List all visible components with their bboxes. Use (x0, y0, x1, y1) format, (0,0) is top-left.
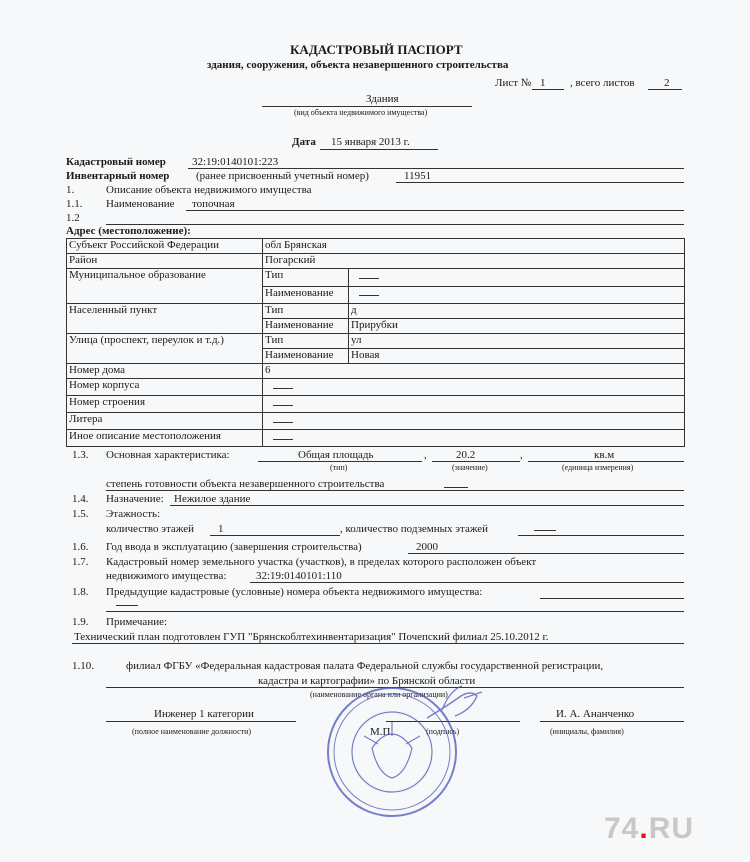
floors-label: количество этажей (106, 523, 195, 535)
municipal-name-value (349, 286, 685, 304)
litera-value (263, 413, 685, 430)
sec17-text1: Кадастровый номер земельного участка (участков), в пределах которого расположен объект (106, 556, 537, 568)
document-title: КАДАСТРОВЫЙ ПАСПОРТ (290, 42, 463, 57)
sec17-text2: недвижимого имущества: (106, 570, 227, 582)
official-stamp-icon (292, 670, 502, 820)
signer-name: И. А. Ананченко (556, 708, 635, 720)
table-row (67, 304, 685, 319)
sec13-unit-underline (528, 461, 684, 462)
signature-caption: (подпись) (426, 727, 460, 736)
comma: , (520, 449, 523, 461)
sec11-underline (186, 210, 684, 211)
sec19-value: Технический план подготовлен ГУП "Брянскоблтехинвентаризация" Почепский филиал 25.10.2012 г. (74, 631, 549, 643)
sec15-number: 1.5. (72, 508, 89, 520)
sheets-total-underline (648, 89, 682, 90)
house-value: 6 (263, 364, 685, 379)
street-label: Улица (проспект, переулок и т.д.) (67, 334, 263, 364)
sec13-unit-caption: (единица измерения) (562, 463, 634, 472)
subject-value: обл Брянская (263, 239, 685, 254)
sec12-number: 1.2 (66, 212, 80, 224)
sec17-underline (250, 582, 684, 583)
stamp-mark: М.П. (370, 726, 394, 738)
sec11-value: топочная (192, 198, 235, 210)
sec17-number: 1.7. (72, 556, 89, 568)
municipal-name-label: Наименование (263, 286, 349, 304)
inventory-note: (ранее присвоенный учетный номер) (196, 170, 369, 182)
cadastral-value: 32:19:0140101:223 (192, 156, 279, 168)
comma: , (424, 449, 427, 461)
table-row (67, 239, 685, 254)
object-kind-caption: (вид объекта недвижимого имущества) (294, 108, 428, 117)
sec110-caption: (наименование органа или организации) (310, 690, 448, 699)
table-row (67, 254, 685, 269)
underground-floors-underline (518, 535, 684, 536)
watermark-logo: 74.RU (604, 812, 695, 845)
address-table (66, 238, 685, 447)
name-underline (540, 721, 684, 722)
sec13-value-underline (432, 461, 520, 462)
table-row (67, 413, 685, 430)
sec13-type-value: Общая площадь (298, 449, 374, 461)
sheet-label: Лист № (495, 77, 532, 89)
sec13-value-caption: (значение) (452, 463, 488, 472)
sec18-dash (116, 605, 138, 606)
other-description-label: Иное описание местоположения (67, 430, 263, 447)
settlement-type-label: Тип (263, 304, 349, 319)
cadastral-underline (188, 168, 684, 169)
korpus-label: Номер корпуса (67, 379, 263, 396)
inventory-value: 11951 (404, 170, 432, 182)
address-heading: Адрес (местоположение): (66, 225, 191, 237)
sec13-type-underline (258, 461, 422, 462)
house-label: Номер дома (67, 364, 263, 379)
sec14-value: Нежилое здание (174, 493, 251, 505)
sec1-number: 1. (66, 184, 75, 196)
table-row (67, 269, 685, 287)
korpus-value (263, 379, 685, 396)
other-description-value (263, 430, 685, 447)
object-kind-underline (262, 106, 472, 107)
street-type-value: ул (349, 334, 685, 349)
sec13-number: 1.3. (72, 449, 89, 461)
sec18-underline (540, 598, 684, 599)
readiness-dash (444, 487, 468, 488)
building-value (263, 396, 685, 413)
watermark-dot: . (639, 812, 649, 845)
inventory-underline (396, 182, 684, 183)
building-label: Номер строения (67, 396, 263, 413)
sec13-type-caption: (тип) (330, 463, 348, 472)
date-underline (320, 149, 438, 150)
street-name-value: Новая (349, 349, 685, 364)
sec14-underline (170, 505, 684, 506)
settlement-type-value: д (349, 304, 685, 319)
date-label: Дата (292, 136, 316, 148)
sec11-number: 1.1. (66, 198, 83, 210)
table-row (67, 379, 685, 396)
object-kind: Здания (366, 93, 399, 105)
sec110-line1: филиал ФГБУ «Федеральная кадастровая палата Федеральной службы государственной регистрации, (126, 660, 604, 672)
sheet-number: 1 (540, 77, 546, 89)
underground-floors-label: , количество подземных этажей (340, 523, 489, 535)
document-subtitle: здания, сооружения, объекта незавершенного строительства (207, 59, 509, 71)
name-caption: (инициалы, фамилия) (550, 727, 624, 736)
sec19-underline (72, 643, 684, 644)
sec19-label: Примечание: (106, 616, 168, 628)
sec13-unit: кв.м (594, 449, 615, 461)
inventory-label: Инвентарный номер (66, 170, 170, 182)
sec16-underline (408, 553, 684, 554)
sec12-underline (106, 224, 684, 225)
date-value: 15 января 2013 г. (331, 136, 410, 148)
table-row (67, 396, 685, 413)
settlement-label: Населенный пункт (67, 304, 263, 334)
readiness-underline (106, 490, 684, 491)
sec16-number: 1.6. (72, 541, 89, 553)
cadastral-label: Кадастровый номер (66, 156, 166, 168)
settlement-name-label: Наименование (263, 319, 349, 334)
municipal-type-label: Тип (263, 269, 349, 287)
table-row (67, 430, 685, 447)
floors-value: 1 (218, 523, 224, 535)
municipal-type-value (349, 269, 685, 287)
settlement-name-value: Прирубки (349, 319, 685, 334)
sec17-value: 32:19:0140101:110 (256, 570, 342, 582)
sec18-underline-2 (106, 611, 684, 612)
sec14-number: 1.4. (72, 493, 89, 505)
readiness-label: степень готовности объекта незавершенного строительства (106, 478, 385, 490)
sheets-total: 2 (664, 77, 670, 89)
sheets-total-label: , всего листов (570, 77, 635, 89)
street-type-label: Тип (263, 334, 349, 349)
table-row (67, 364, 685, 379)
sheet-number-underline (532, 89, 564, 90)
sec15-label: Этажность: (106, 508, 161, 520)
floors-underline (210, 535, 340, 536)
sec110-number: 1.10. (72, 660, 94, 672)
sec16-value: 2000 (416, 541, 438, 553)
sec110-line2: кадастра и картографии» по Брянской области (258, 675, 476, 687)
municipal-label: Муниципальное образование (67, 269, 263, 304)
table-row (67, 334, 685, 349)
position-caption: (полное наименование должности) (132, 727, 252, 736)
position-underline (106, 721, 296, 722)
sec13-value: 20.2 (456, 449, 476, 461)
sec14-label: Назначение: (106, 493, 164, 505)
underground-floors-dash (534, 530, 556, 531)
sec19-number: 1.9. (72, 616, 89, 628)
sec18-number: 1.8. (72, 586, 89, 598)
district-value: Погарский (263, 254, 685, 269)
sec1-text: Описание объекта недвижимого имущества (106, 184, 312, 196)
sec16-label: Год ввода в эксплуатацию (завершения строительства) (106, 541, 362, 553)
district-label: Район (67, 254, 263, 269)
sec13-label: Основная характеристика: (106, 449, 230, 461)
sec18-label: Предыдущие кадастровые (условные) номера объекта недвижимого имущества: (106, 586, 483, 598)
litera-label: Литера (67, 413, 263, 430)
subject-label: Субъект Российской Федерации (67, 239, 263, 254)
street-name-label: Наименование (263, 349, 349, 364)
signer-position: Инженер 1 категории (154, 708, 254, 720)
sec11-label: Наименование (106, 198, 175, 210)
